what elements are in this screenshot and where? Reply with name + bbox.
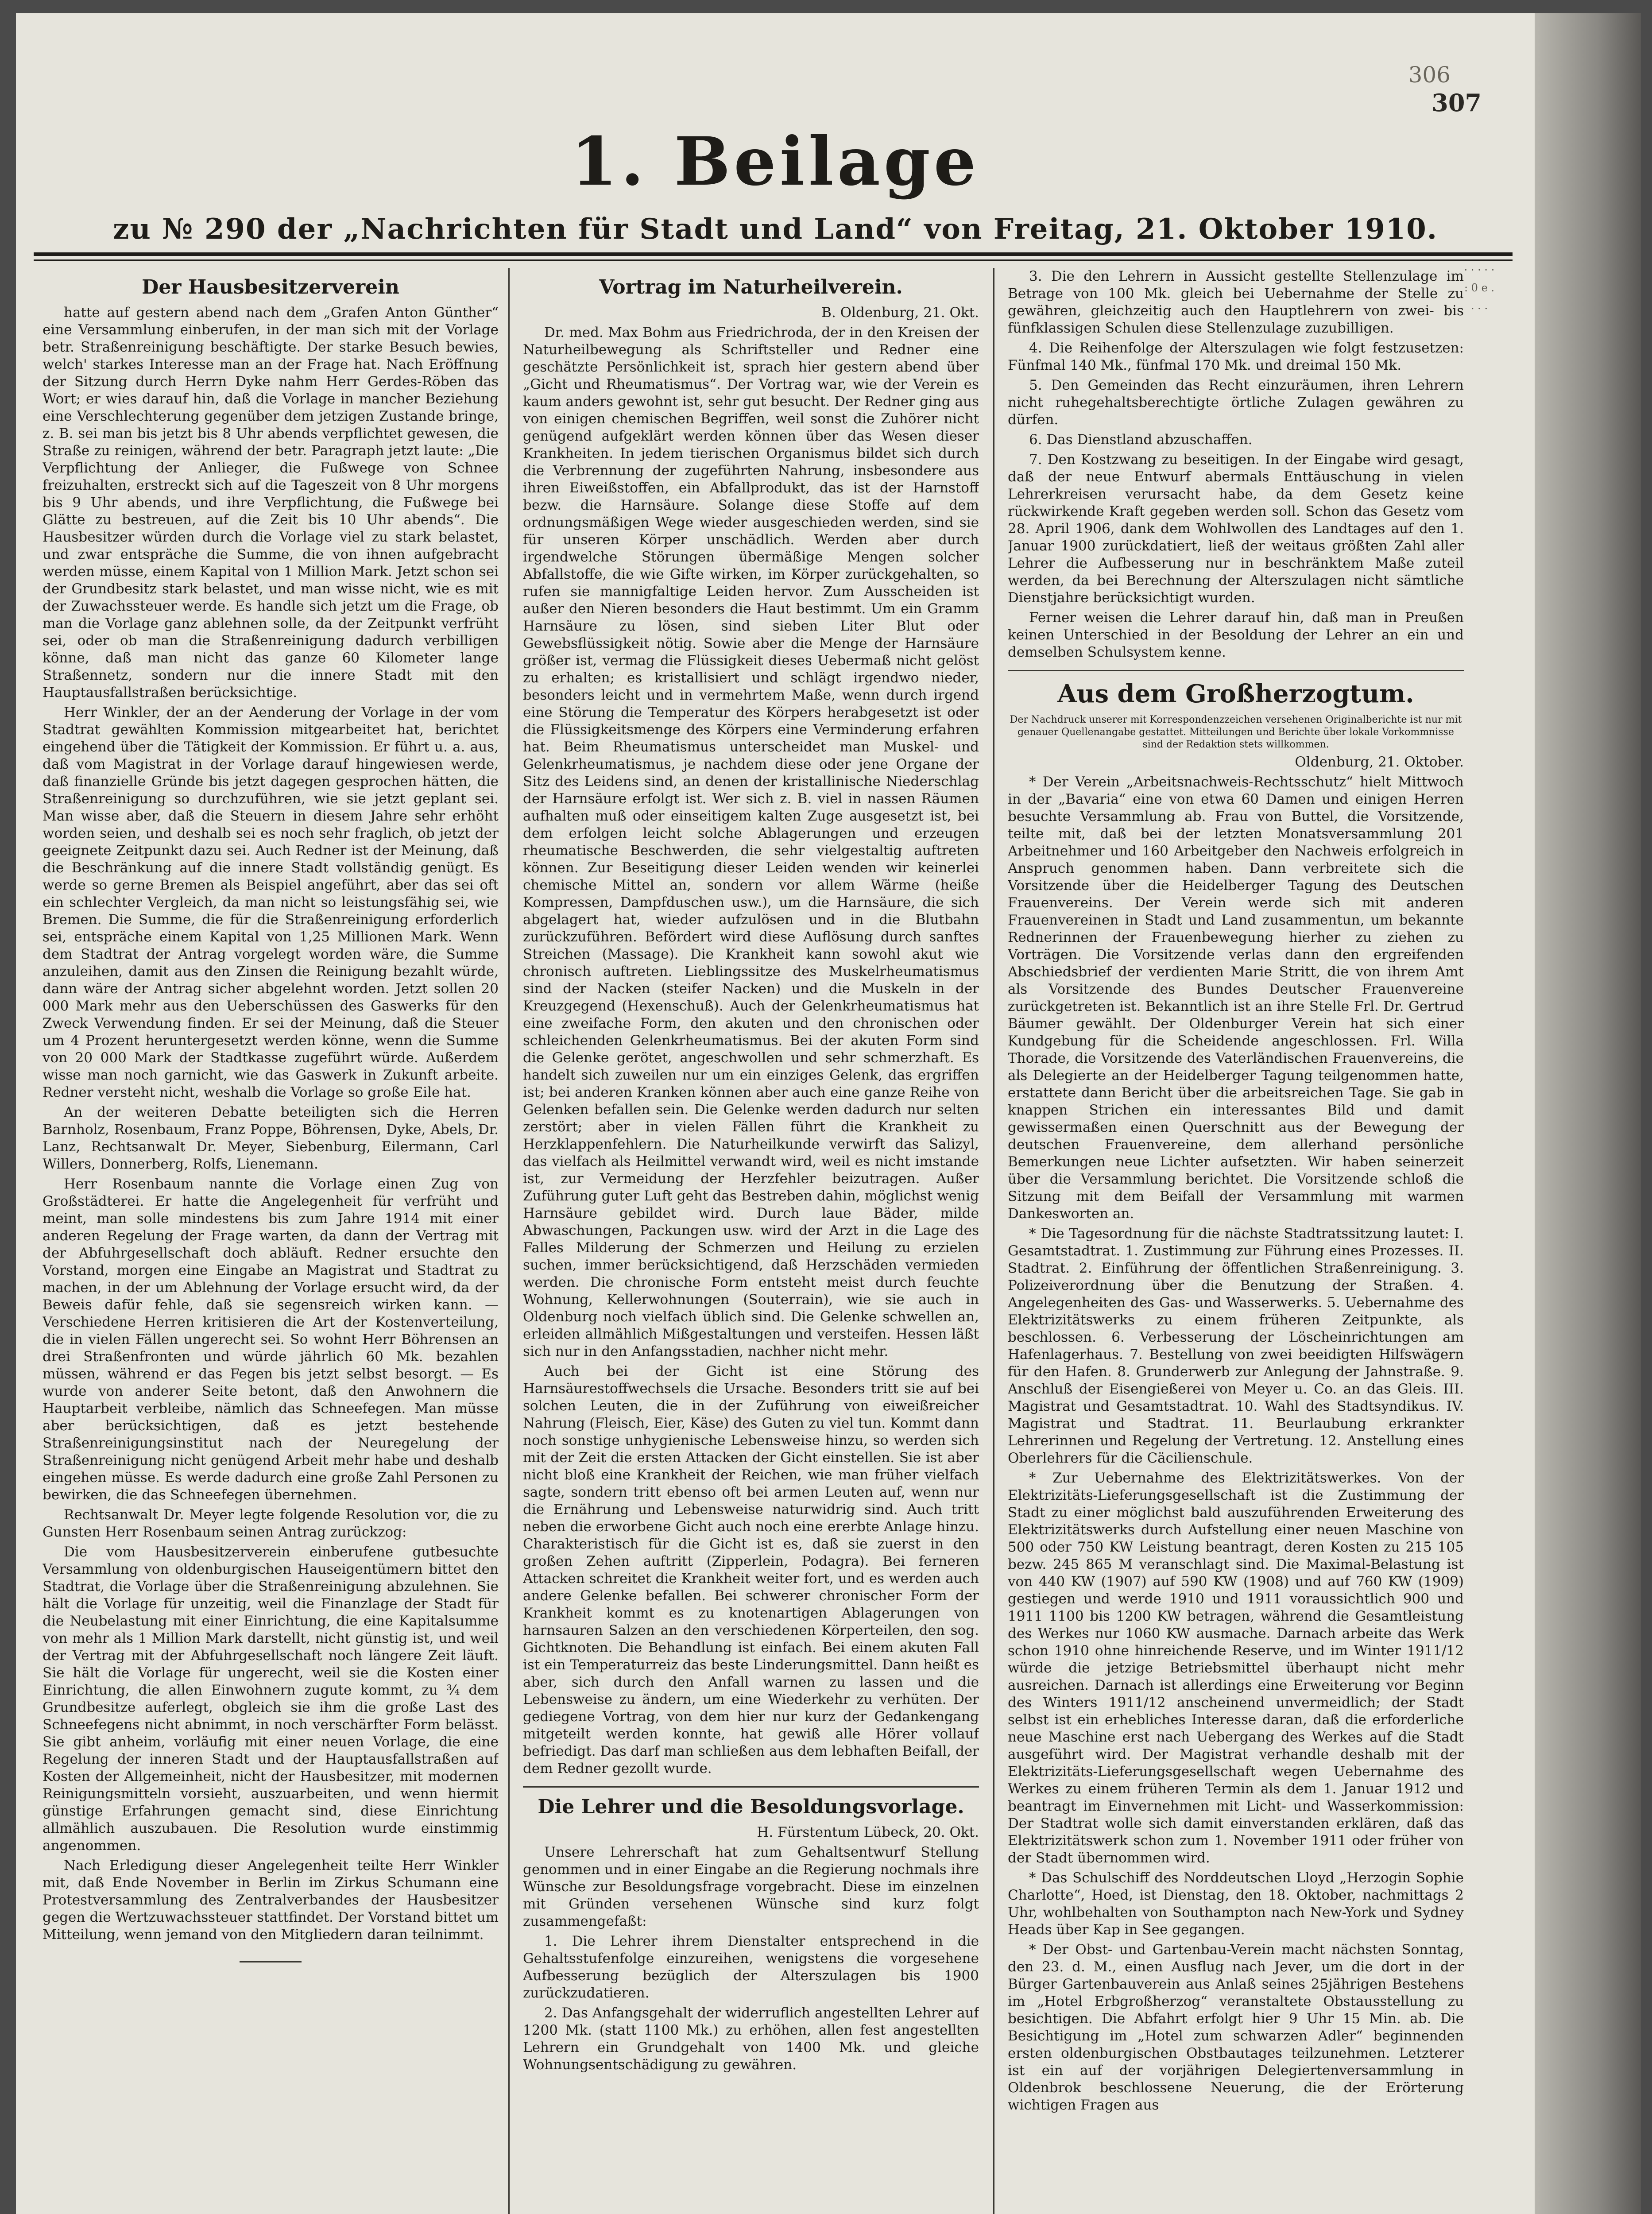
masthead-rule-thin	[34, 259, 1513, 261]
article-heading: Vortrag im Naturheilverein.	[599, 276, 903, 298]
masthead-subtitle: zu № 290 der „Nachrichten für Stadt und Land“ von Freitag, 21. Oktober 1910.	[112, 213, 1438, 246]
column-divider	[993, 268, 994, 2214]
article-paragraph: hatte auf gestern abend nach dem „Grafen Anton Günther“ eine Versammlung einberufen, in der man sich mit der Vorlage betr. Straßenreinigung beschäftigte. Der starke Besuch bewies, welch' starkes Interesse man an der Frage hat. Nach Eröffnung der Sitzung durch Herrn Dyke nahm Herr Gerdes-Röben das Wort; er wies darauf hin, daß die Vorlage in mancher Beziehung eine Verschlechterung gegenüber dem jetzigen Zustande bringe, z. B. sei man bis jetzt bis 8 Uhr abends verpflichtet gewesen, die Straße zu reinigen, während der betr. Paragraph jetzt laute: „Die Verpflichtung der Anlieger, die Fußwege von Schnee freizuhalten, erstreckt sich auf die Tageszeit von 8 Uhr morgens bis 9 Uhr abends, und ihre Verpflichtung, die Fußwege bei Glätte zu bestreuen, auf die Zeit bis 10 Uhr abends“. Die Hausbesitzer würden durch die Vorlage viel zu stark belastet, und zwar entspräche die Summe, die von ihnen aufgebracht werden müsse, einem Kapital von 1 Million Mark. Jetzt schon sei der Grundbesitz stark belastet, und man wisse nicht, wie es mit der Zuwachssteuer werde. Es handle sich jetzt um die Frage, ob man die Vorlage ganz ablehnen solle, da der Zeitpunkt verfrüht sei, oder ob man die Straßenreinigung dadurch verbilligen könne, daß man nicht das ganze 60 Kilometer lange Straßennetz, sondern nur die innere Stadt mit den Hauptausfallstraßen berücksichtige.	[43, 305, 499, 701]
old-page-number: 306	[1408, 62, 1451, 88]
dateline: H. Fürstentum Lübeck, 20. Okt.	[757, 1824, 979, 1840]
section-heading: Aus dem Großherzogtum.	[1057, 679, 1414, 708]
dateline: B. Oldenburg, 21. Okt.	[821, 305, 979, 321]
article-paragraph: Herr Rosenbaum nannte die Vorlage einen Zug von Großstädterei. Er hatte die Angelegenheit für verfrüht und meint, man solle mindestens bis zum Jahre 1914 mit einer anderen Regelung der Frage warten, da dann der Vertrag mit der Abfuhrgesellschaft doch abläuft. Redner ersuchte den Vorstand, morgen eine Eingabe an Magistrat und Stadtrat zu machen, in der um Ablehnung der Vorlage ersucht wird, da der Beweis dafür fehle, daß sie segensreich wirken kann. — Verschiedene Herren kritisieren die Art der Kostenverteilung, die in vielen Fällen ungerecht sei. So wohnt Herr Böhrensen an drei Straßenfronten und würde jährlich 60 Mk. bezahlen müssen, während er das Fegen bis jetzt selbst besorgt. — Es wurde von anderer Seite betont, daß den Anwohnern die Hauptarbeit verbleibe, nämlich das Schneefegen. Man müsse aber berücksichtigen, daß es jetzt bestehende Straßenreinigungsinstitut nach der Neuregelung der Straßenreinigung nicht genügend Arbeit mehr habe und deshalb eingehen müsse. Es werde dadurch eine große Zahl Personen zu bewirken, die das Schneefegen übernehmen.	[43, 1176, 499, 1503]
article-paragraph: 5. Den Gemeinden das Recht einzuräumen, ihren Lehrern nicht ruhegehaltsberechtigte örtliche Zulagen gewähren zu dürfen.	[1008, 377, 1464, 428]
article-separator	[1008, 670, 1464, 671]
column-1	[43, 268, 499, 2214]
article-paragraph: 1. Die Lehrer ihrem Dienstalter entsprechend in die Gehaltsstufenfolge einzureihen, wenigstens die vorgesehene Aufbesserung bezüglich der Alterszulagen bis 1900 zurückzudatieren.	[523, 1933, 979, 2001]
article-end-rule	[240, 1961, 302, 1962]
article-separator	[523, 1786, 979, 1788]
article-paragraph: Ferner weisen die Lehrer darauf hin, daß man in Preußen keinen Unterschied in der Besoldung der Lehrer an ein und demselben Schulsystem kenne.	[1008, 610, 1464, 660]
page-number: 307	[1431, 89, 1482, 117]
newspaper-page	[16, 13, 1535, 2214]
article-paragraph: Rechtsanwalt Dr. Meyer legte folgende Resolution vor, die zu Gunsten Herr Rosenbaum seinen Antrag zurückzog:	[43, 1507, 499, 1540]
masthead-rule	[34, 252, 1513, 256]
margin-marks: · · · · · : 0 e . . . .	[1464, 264, 1495, 312]
column-3	[1008, 268, 1464, 2214]
reprint-notice: Der Nachdruck unserer mit Korrespondenzzeichen versehenen Originalberichte ist nur mit genauer Quellenangabe gestattet. Mitteilungen und Berichte über lokale Vorkommnisse sind der Redaktion stets willkommen.	[1010, 714, 1462, 750]
article-paragraph: An der weiteren Debatte beteiligten sich die Herren Barnholz, Rosenbaum, Franz Poppe, Böhrensen, Dyke, Abels, Dr. Lanz, Rechtsanwalt Dr. Meyer, Siebenburg, Eilermann, Carl Willers, Donnerberg, Rolfs, Lienemann.	[43, 1104, 499, 1172]
article-paragraph: 6. Das Dienstland abzuschaffen.	[1029, 432, 1253, 448]
masthead-title: 1. Beilage	[571, 123, 980, 201]
article-paragraph: * Der Obst- und Gartenbau-Verein macht nächsten Sonntag, den 23. d. M., einen Ausflug nach Jever, um die dort in der Bürger Gartenbauverein aus Anlaß seines 25jährigen Bestehens im „Hotel Erbgroßherzog“ veranstaltete Obstausstellung zu besichtigen. Die Abfahrt erfolgt hier 9 Uhr 15 Min. ab. Die Besichtigung im „Hotel zum schwarzen Adler“ beginnenden ersten oldenburgischen Obstbautages teilzunehmen. Letzterer ist ein auf der vorjährigen Delegiertenversammlung in Oldenbrok beschlossene Neuerung, die der Erörterung wichtigen Fragen aus	[1008, 1942, 1464, 2113]
article-heading: Die Lehrer und die Besoldungsvorlage.	[538, 1796, 964, 1818]
page-edge-shadow	[1535, 13, 1641, 2214]
dateline: Oldenburg, 21. Oktober.	[1295, 754, 1464, 770]
article-paragraph: * Die Tagesordnung für die nächste Stadtratssitzung lautet: I. Gesamtstadtrat. 1. Zustimmung zur Führung eines Prozesses. II. Stadtrat. 2. Einführung der öffentlichen Straßenreinigung. 3. Polizeiverordnung über die Benutzung der Straßen. 4. Angelegenheiten des Gas- und Wasserwerks. 5. Uebernahme des Elektrizitätswerks zu einem früheren Zeitpunkte, als beschlossen. 6. Verbesserung der Löscheinrichtungen am Hafenlagerhaus. 7. Bestellung von zwei beeidigten Hilfswägern für den Hafen. 8. Grunderwerb zur Anlegung der Jahnstraße. 9. Anschluß der Eisengießerei von Meyer u. Co. an das Gleis. III. Magistrat und Gesamtstadtrat. 10. Wahl des Stadtsyndikus. IV. Magistrat und Stadtrat. 11. Beurlaubung erkrankter Lehrerinnen und Regelung der Vertretung. 12. Anstellung eines Oberlehrers für die Cäcilienschule.	[1008, 1226, 1464, 1466]
column-divider	[508, 268, 510, 2214]
article-paragraph: 3. Die den Lehrern in Aussicht gestellte Stellenzulage im Betrage von 100 Mk. gleich bei Uebernahme der Stelle zu gewähren, gleichzeitig auch den Hauptlehrern von zwei- bis fünfklassigen Schulen diese Stellenzulage zuzubilligen.	[1008, 268, 1464, 336]
article-paragraph: 7. Den Kostzwang zu beseitigen. In der Eingabe wird gesagt, daß der neue Entwurf abermals Enttäuschung in vielen Lehrerkreisen verursacht habe, da dem Gesetz keine rückwirkende Kraft gegeben werden soll. Schon das Gesetz vom 28. April 1906, dank dem Wohlwollen des Landtages auf den 1. Januar 1900 zurückdatiert, ließ der weitaus größten Zahl aller Lehrer die Aufbesserung nur in beschränktem Maße zuteil werden, da bei Berechnung der Alterszulagen nicht sämtliche Dienstjahre berücksichtigt wurden.	[1008, 452, 1464, 606]
article-paragraph: Auch bei der Gicht ist eine Störung des Harnsäurestoffwechsels die Ursache. Besonders tritt sie auf bei solchen Leuten, die in der Zuführung von eiweißreicher Nahrung (Fleisch, Eier, Käse) des Guten zu viel tun. Kommt dann noch sonstige unhygienische Lebensweise hinzu, so werden sich mit der Zeit die ersten Attacken der Gicht einstellen. Sie ist aber nicht bloß eine Krankheit der Reichen, wie man früher vielfach sagte, sondern tritt ebenso oft bei armen Leuten auf, wenn nur die Ernährung und Lebensweise naturwidrig sind. Auch tritt neben die erworbene Gicht auch noch eine ererbte Anlage hinzu. Charakteristisch für die Gicht ist es, daß sie zuerst in den großen Zehen auftritt (Zipperlein, Podagra). Bei ferneren Attacken schreitet die Krankheit weiter fort, und es werden auch andere Gelenke befallen. Bei schwerer chronischer Form der Krankheit kommt es zu knotenartigen Ablagerungen von harnsauren Salzen an den verschiedenen Körperteilen, den sog. Gichtknoten. Die Behandlung ist einfach. Bei einem akuten Fall ist ein Temperaturreiz das beste Linderungsmittel. Dann heißt es aber, sich durch den Anfall warnen zu lassen und die Lebensweise zu ändern, um eine Wiederkehr zu verhüten. Der gediegene Vortrag, von dem hier nur kurz der Gedankengang mitgeteilt werden konnte, hat gewiß alle Hörer vollauf befriedigt. Das darf man schließen aus dem lebhaften Beifall, der dem Redner gezollt wurde.	[523, 1363, 979, 1777]
article-paragraph: * Das Schulschiff des Norddeutschen Lloyd „Herzogin Sophie Charlotte“, Hoed, ist Dienstag, den 18. Oktober, nachmittags 2 Uhr, wohlbehalten von Southampton nach New-York und Sydney Heads über Kap in See gegangen.	[1008, 1870, 1464, 1938]
article-paragraph: Unsere Lehrerschaft hat zum Gehaltsentwurf Stellung genommen und in einer Eingabe an die Regierung nochmals ihre Wünsche zur Besoldungsfrage vorgebracht. Diese im einzelnen mit Gründen versehenen Wünsche sind kurz folgt zusammengefaßt:	[523, 1844, 979, 1929]
article-paragraph: 4. Die Reihenfolge der Alterszulagen wie folgt festzusetzen: Fünfmal 140 Mk., fünfmal 170 Mk. und dreimal 150 Mk.	[1008, 340, 1464, 373]
article-paragraph: * Der Verein „Arbeitsnachweis-Rechtsschutz“ hielt Mittwoch in der „Bavaria“ eine von etwa 60 Damen und einigen Herren besuchte Versammlung ab. Frau von Buttel, die Vorsitzende, teilte mit, daß bei der letzten Monatsversammlung 201 Arbeitnehmer und 160 Arbeitgeber den Nachweis erfolgreich in Anspruch genommen haben. Dann verbreitete sich die Vorsitzende über die Heidelberger Tagung des Deutschen Frauenvereins. Der Verein werde sich mit anderen Frauenvereinen in Stadt und Land zusammentun, um bekannte Rednerinnen der Frauenbewegung hierher zu ziehen zu Vorträgen. Die Vorsitzende verlas dann den ergreifenden Abschiedsbrief der verdienten Marie Stritt, die von ihrem Amt als Vorsitzende des Bundes Deutscher Frauenvereine zurückgetreten ist. Bekanntlich ist an ihre Stelle Frl. Dr. Gertrud Bäumer gewählt. Der Oldenburger Verein hat sich einer Kundgebung für die Scheidende angeschlossen. Frl. Willa Thorade, die Vorsitzende des Vaterländischen Frauenvereins, die als Delegierte an der Heidelberger Tagung teilgenommen hatte, erstattete dann Bericht über die arbeitsreichen Tage. Sie gab in knappen Strichen ein interessantes Bild und damit gewissermaßen einen Querschnitt aus der Bewegung der deutschen Frauenvereine, dem allerhand persönliche Bemerkungen neue Lichter aufsetzten. Wir haben seinerzeit über die Versammlung berichtet. Die Vorsitzende schloß die Sitzung mit dem Beifall der Versammlung mit warmen Dankesworten an.	[1008, 774, 1464, 1222]
column-2	[523, 268, 979, 2214]
article-heading: Der Hausbesitzerverein	[142, 276, 399, 298]
article-paragraph: Die vom Hausbesitzerverein einberufene gutbesuchte Versammlung von oldenburgischen Hauseigentümern bittet den Stadtrat, die Vorlage über die Straßenreinigung abzulehnen. Sie hält die Vorlage für unzeitig, weil die Finanzlage der Stadt für die Neubelastung mit einer Einrichtung, die eine Kapitalsumme von mehr als 1 Million Mark darstellt, nicht günstig ist, und weil der Vertrag mit der Abfuhrgesellschaft noch längere Zeit läuft. Sie hält die Vorlage für ungerecht, weil sie die Kosten einer Einrichtung, die allen Einwohnern zugute kommt, zu ¾ dem Grundbesitze auferlegt, obgleich sie ihm die große Last des Schneefegens nicht abnimmt, in noch verschärfter Form belässt. Sie gibt anheim, vorläufig mit einer neuen Vorlage, die eine Regelung der inneren Stadt und der Hauptausfallstraßen auf Kosten der Allgemeinheit, nicht der Hausbesitzer, mit modernen Reinigungsmitteln vorsieht, auszuarbeiten, und wenn hiermit günstige Erfahrungen gemacht sind, diese Einrichtung allmählich auszubauen. Die Resolution wurde einstimmig angenommen.	[43, 1544, 499, 1854]
masthead	[16, 123, 1535, 246]
article-paragraph: Dr. med. Max Bohm aus Friedrichroda, der in den Kreisen der Naturheilbewegung als Schriftsteller und Redner eine geschätzte Persönlichkeit ist, sprach hier gestern abend über „Gicht und Rheumatismus“. Der Vortrag war, wie der Verein es kaum anders gewohnt ist, sehr gut besucht. Der Redner ging aus von einigen chemischen Begriffen, weil sonst die Zuhörer nicht genügend aufgeklärt werden können über das Wesen dieser Krankheiten. In jedem tierischen Organismus bildet sich durch die Verbrennung der zugeführten Nahrung, insbesondere aus ihren Eiweißstoffen, ein Abfallprodukt, das ist der Harnstoff bezw. die Harnsäure. Solange diese Stoffe auf dem ordnungsmäßigen Wege wieder ausgeschieden werden, sind sie für unseren Körper unschädlich. Werden aber durch irgendwelche Störungen übermäßige Mengen solcher Abfallstoffe, die wie Gifte wirken, im Körper zurückgehalten, so rufen sie mannigfaltige Leiden hervor. Zum Ausscheiden ist außer den Nieren besonders die Haut bestimmt. Um ein Gramm Harnsäure zu lösen, sind sieben Liter Blut oder Gewebsflüssigkeit nötig. Sowie aber die Menge der Harnsäure größer ist, vermag die Flüssigkeit dieses Uebermaß nicht gelöst zu erhalten; es kristallisiert und schlägt irgendwo nieder, besonders leicht und in vermehrtem Maße, wenn durch irgend eine Störung die Temperatur des Körpers herabgesetzt ist oder die Flüssigkeitsmenge des Körpers eine Verminderung erfahren hat. Beim Rheumatismus unterscheidet man Muskel- und Gelenkrheumatismus, je nachdem diese oder jene Organe der Sitz des Leidens sind, an denen der kristallinische Niederschlag der Harnsäure erfolgt ist. Wer sich z. B. viel in nassen Räumen aufhalten muß oder einseitigem kalten Zuge ausgesetzt ist, bei dem erfolgen leicht solche Ablagerungen und erzeugen rheumatische Beschwerden, die sehr vielgestaltig auftreten können. Zur Beseitigung dieser Leiden wenden wir keinerlei chemische Mittel an, sondern vor allem Wärme (heiße Kompressen, Dampfduschen usw.), um die Harnsäure, die sich abgelagert hat, wieder aufzulösen und in die Blutbahn zurückzuführen. Befördert wird diese Auflösung durch sanftes Streichen (Massage). Die Krankheit kann sowohl akut wie chronisch auftreten. Lieblingssitze des Muskelrheumatismus sind der Nacken (steifer Nacken) und die Muskeln in der Kreuzgegend (Hexenschuß). Auch der Gelenkrheumatismus hat eine zweifache Form, den akuten und den chronischen oder schleichenden Gelenkrheumatismus. Bei der akuten Form sind die Gelenke gerötet, angeschwollen und sehr schmerzhaft. Es handelt sich zuweilen nur um ein einziges Gelenk, das ergriffen ist; bei anderen Kranken können aber auch eine ganze Reihe von Gelenken befallen sein. Die Gelenke werden dadurch nur selten zerstört; aber in vielen Fällen führt die Krankheit zu Herzklappenfehlern. Die Naturheilkunde verwirft das Salizyl, das vielfach als Heilmittel verwandt wird, weil es nicht imstande ist, zur Vermeidung der Herzfehler beizutragen. Außer Zuführung guter Luft geht das Bestreben dahin, möglichst wenig Harnsäure gebildet wird. Durch laue Bäder, milde Abwaschungen, Packungen usw. wird der Arzt in die Lage des Falles Milderung der Schmerzen und Heilung zu erzielen suchen, immer berücksichtigend, daß Herzschäden vermieden werden. Die chronische Form entsteht meist durch feuchte Wohnung, Kellerwohnungen (Souterrain), wie sie auch in Oldenburg noch vielfach üblich sind. Die Gelenke schwellen an, erleiden allmählich Mißgestaltungen und versteifen. Hessen läßt sich nur in den Anfangsstadien, nachher nicht mehr.	[523, 325, 979, 1359]
article-paragraph: Nach Erledigung dieser Angelegenheit teilte Herr Winkler mit, daß Ende November in Berlin im Zirkus Schumann eine Protestversammlung des Zentralverbandes der Hausbesitzer gegen die Wertzuwachssteuer stattfindet. Der Vorstand bittet um Mitteilung, wenn jemand von den Mitgliedern daran teilnimmt.	[43, 1858, 499, 1943]
article-paragraph: * Zur Uebernahme des Elektrizitätswerkes. Von der Elektrizitäts-Lieferungsgesellschaft ist die Zustimmung der Stadt zu einer möglichst bald auszuführenden Erweiterung des Elektrizitätswerks durch Aufstellung einer neuen Maschine von 500 oder 750 KW Leistung beantragt, deren Kosten zu 215 105 bezw. 245 865 M veranschlagt sind. Die Maximal-Belastung ist von 440 KW (1907) auf 590 KW (1908) und auf 760 KW (1909) gestiegen und werde 1910 und 1911 voraussichtlich 900 und 1911 1100 bis 1200 KW betragen, während die Gesamtleistung des Werkes nur 1060 KW ausmache. Darnach arbeite das Werk schon 1910 ohne hinreichende Reserve, und im Winter 1911/12 würde die jetzige Betriebsmittel überhaupt nicht mehr ausreichen. Darnach ist allerdings eine Erweiterung vor Beginn des Winters 1911/12 anscheinend unvermeidlich; der Stadt selbst ist ein erhebliches Interesse daran, daß die erforderliche neue Maschine erst nach Uebergang des Werkes auf die Stadt ausgeführt wird. Der Magistrat verhandle deshalb mit der Elektrizitäts-Lieferungsgesellschaft wegen Uebernahme des Werkes zu einem früheren Termin als dem 1. Januar 1912 und beantragt im Einvernehmen mit Licht- und Wasserkommission: Der Stadtrat wolle sich damit einverstanden erklären, daß das Elektrizitätswerk schon zum 1. November 1911 oder früher von der Stadt übernommen wird.	[1008, 1470, 1464, 1866]
article-paragraph: 2. Das Anfangsgehalt der widerruflich angestellten Lehrer auf 1200 Mk. (statt 1100 Mk.) zu erhöhen, allen fest angestellten Lehrern ein Grundgehalt von 1400 Mk. und gleiche Wohnungsentschädigung zu gewähren.	[523, 2005, 979, 2073]
article-paragraph: Herr Winkler, der an der Aenderung der Vorlage in der vom Stadtrat gewählten Kommission mitgearbeitet hat, berichtet eingehend über die Tätigkeit der Kommission. Er führt u. a. aus, daß vom Magistrat in der Vorlage darauf hingewiesen werde, daß finanzielle Gründe bis jetzt dagegen gesprochen hätten, die Straßenreinigung so durchzuführen, wie sie jetzt geplant sei. Man wisse aber, daß die Steuern in diesem Jahre sehr erhöht worden seien, und deshalb sei es noch sehr fraglich, ob jetzt der geeignete Zeitpunkt dazu sei. Auch Redner ist der Meinung, daß die Beschränkung auf die innere Stadt vollständig genügt. Es werde so gerne Bremen als Beispiel angeführt, aber das sei oft ein schlechter Vergleich, da man nicht so leistungsfähig sei, wie Bremen. Die Summe, die für die Straßenreinigung erforderlich sei, entspräche einem Kapital von 1,25 Millionen Mark. Wenn dem Stadtrat der Antrag vorgelegt worden wäre, die Summe anzuleihen, damit aus den Zinsen die Reinigung bezahlt würde, dann wäre der Antrag sicher abgelehnt worden. Jetzt sollen 20 000 Mark mehr aus den Ueberschüssen des Gaswerks für den Zweck Verwendung finden. Er sei der Meinung, daß die Steuer um 4 Prozent heruntergesetzt werden könne, wenn die Summe von 20 000 Mark der Stadtkasse zugeführt würde. Außerdem wisse man noch garnicht, wie das Gaswerk in Zukunft arbeite. Redner versteht nicht, weshalb die Vorlage so große Eile hat.	[43, 704, 499, 1100]
